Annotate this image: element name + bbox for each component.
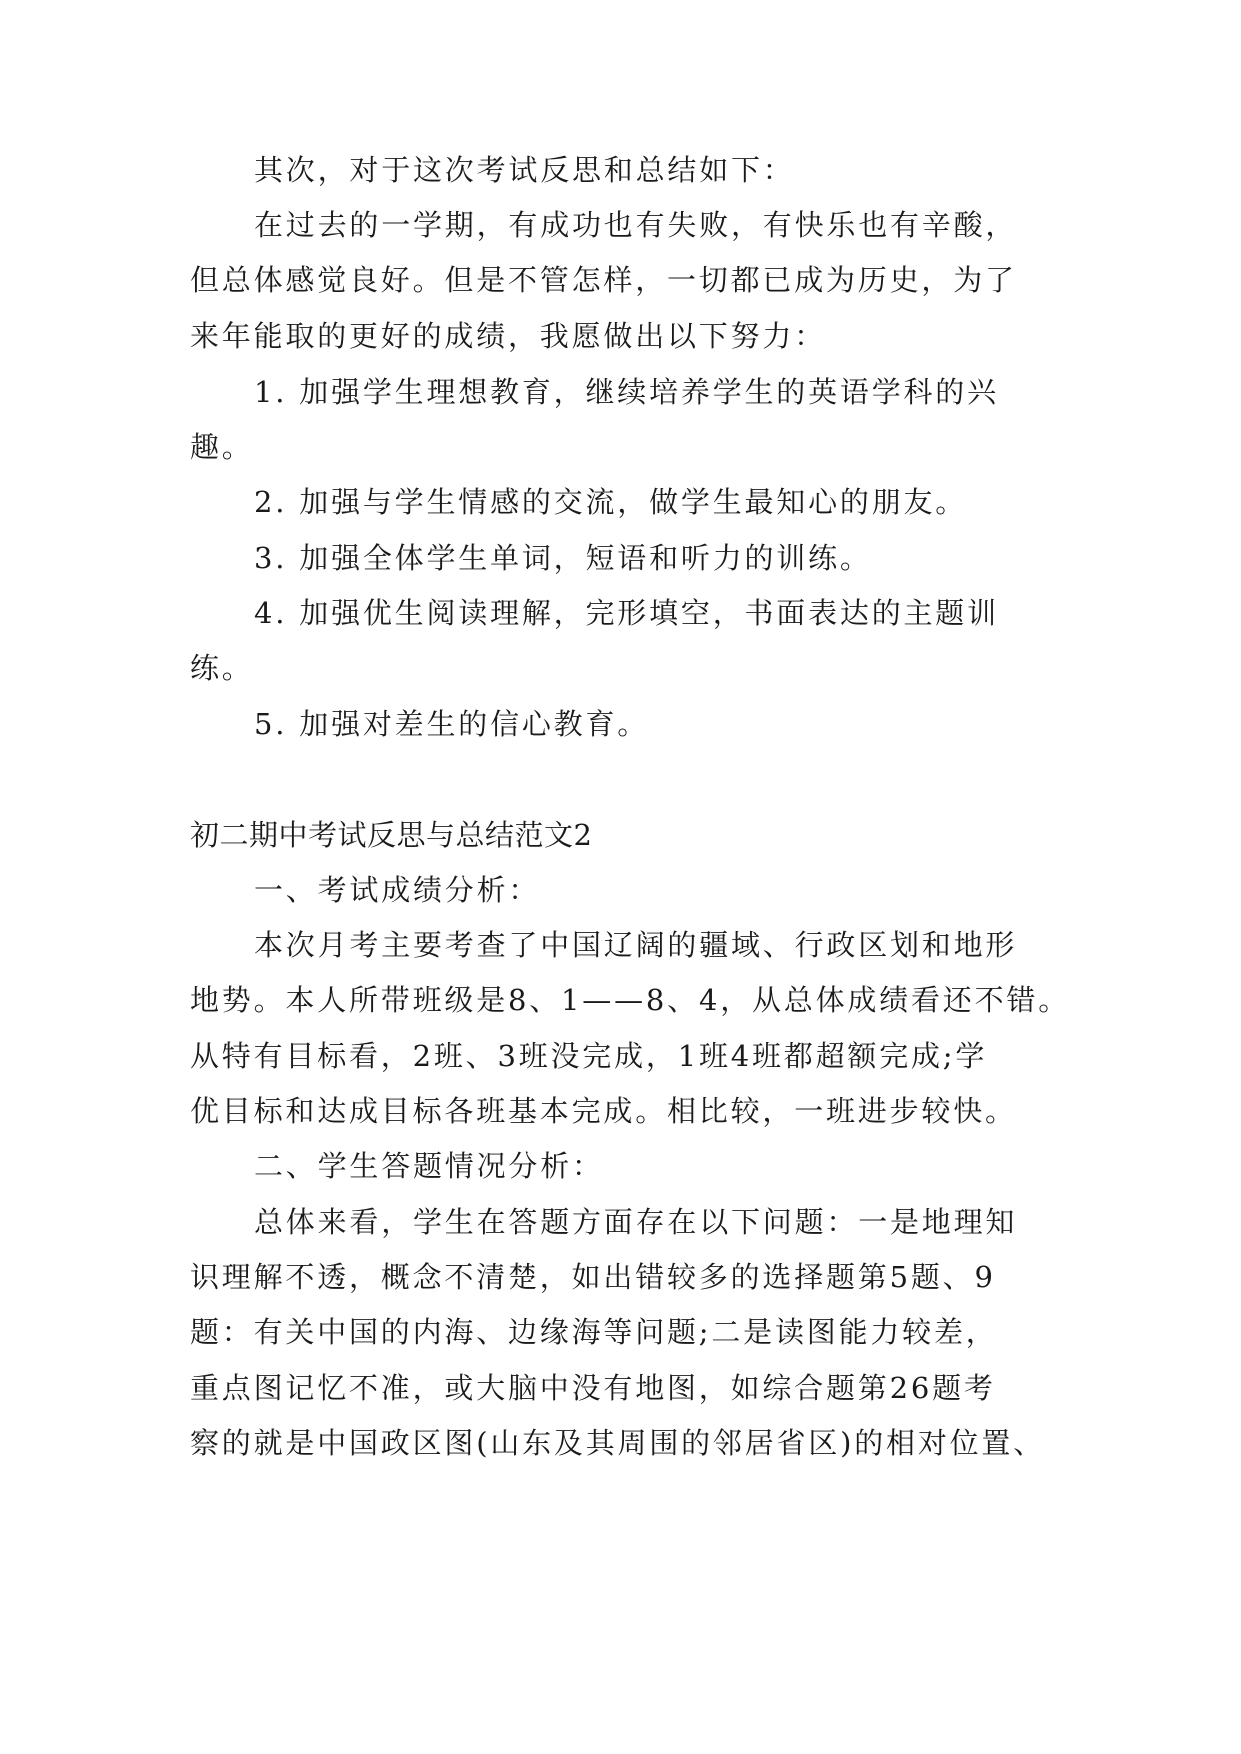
paragraph-line: 重点图记忆不准，或大脑中没有地图，如综合题第26题考 [190,1371,996,1405]
paragraph-line: 来年能取的更好的成绩，我愿做出以下努力： [190,319,827,353]
list-item-line: 练。 [190,651,254,685]
paragraph-line: 察的就是中国政区图(山东及其周围的邻居省区)的相对位置、 [190,1426,1046,1460]
paragraph-line: 题：有关中国的内海、边缘海等问题;二是读图能力较差， [190,1315,998,1349]
paragraph-line: 但总体感觉良好。但是不管怎样，一切都已成为历史，为了 [190,263,1017,297]
list-item-line: 3. 加强全体学生单词，短语和听力的训练。 [254,541,872,575]
paragraph-line: 本次月考主要考查了中国辽阔的疆域、行政区划和地形 [254,928,1018,962]
list-item-line: 4. 加强优生阅读理解，完形填空，书面表达的主题训 [254,596,999,630]
paragraph-line: 总体来看，学生在答题方面存在以下问题：一是地理知 [254,1205,1018,1239]
section-title: 初二期中考试反思与总结范文2 [190,818,593,852]
paragraph-line: 从特有目标看，2班、3班没完成，1班4班都超额完成;学 [190,1039,988,1073]
list-item-line: 5. 加强对差生的信心教育。 [254,707,650,741]
paragraph-line: 其次，对于这次考试反思和总结如下： [254,153,795,187]
list-item-line: 2. 加强与学生情感的交流，做学生最知心的朋友。 [254,485,968,519]
paragraph-line: 优目标和达成目标各班基本完成。相比较，一班进步较快。 [190,1094,1017,1128]
paragraph-line: 识理解不透，概念不清楚，如出错较多的选择题第5题、9 [190,1260,996,1294]
list-item-line: 趣。 [190,430,254,464]
subheading-line: 一、考试成绩分析： [254,873,541,907]
list-item-line: 1. 加强学生理想教育，继续培养学生的英语学科的兴 [254,375,999,409]
paragraph-line: 地势。本人所带班级是8、1——8、4，从总体成绩看还不错。 [190,983,1071,1017]
paragraph-line: 在过去的一学期，有成功也有失败，有快乐也有辛酸， [254,208,1018,242]
subheading-line: 二、学生答题情况分析： [254,1149,604,1183]
